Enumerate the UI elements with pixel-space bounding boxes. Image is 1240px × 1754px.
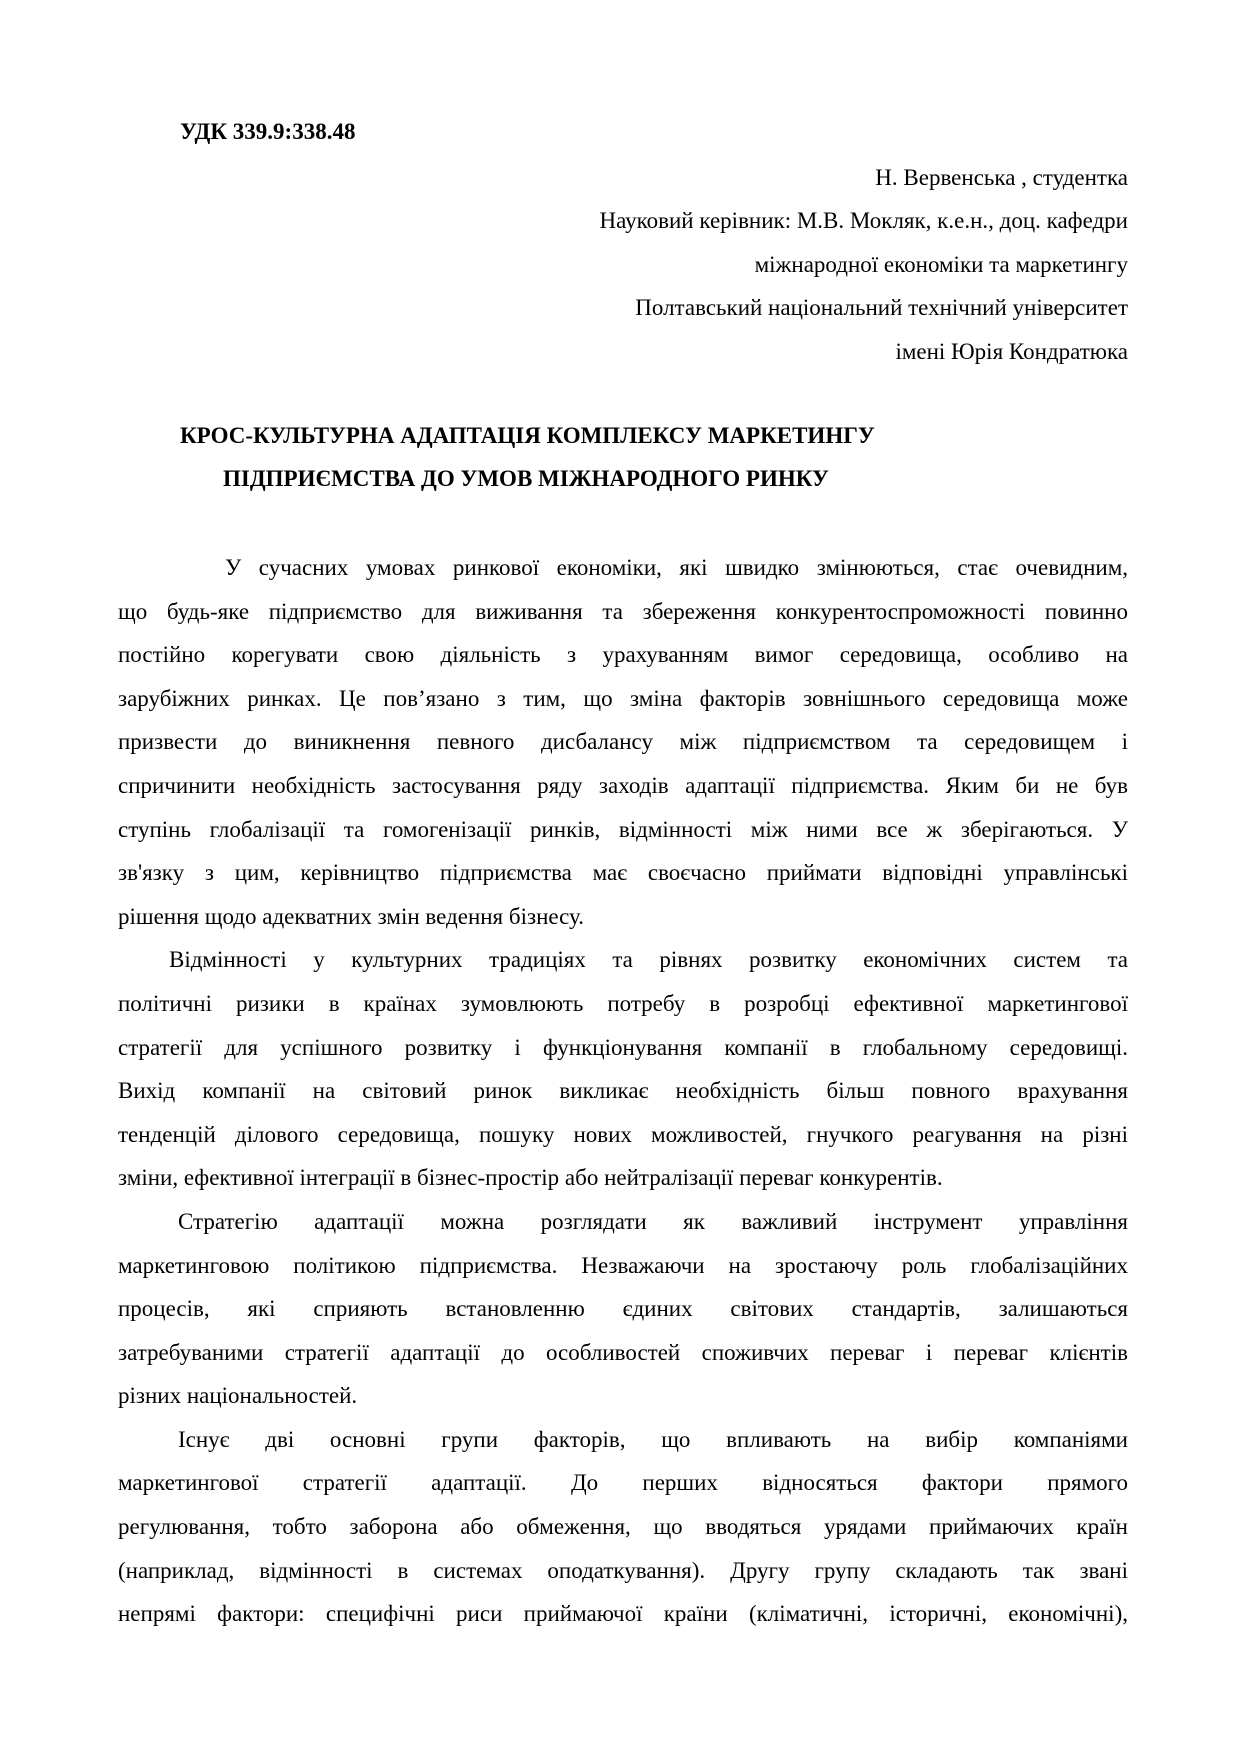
text-line: стратегії для успішного розвитку і функціонування компанії в глобальному середовищі. xyxy=(118,1034,1128,1060)
university-name-suffix: імені Юрія Кондратюка xyxy=(895,339,1128,364)
text-line: Вихід компанії на світовий ринок викликає необхідність більш повного врахування xyxy=(118,1078,1128,1104)
text-line: ступінь глобалізації та гомогенізації ринків, відмінності між ними все ж зберігаються. У xyxy=(118,816,1128,842)
udk-code: УДК 339.9:338.48 xyxy=(180,119,356,144)
text-line: (наприклад, відмінності в системах оподаткування). Другу групу складають так звані xyxy=(118,1557,1128,1583)
supervisor: Науковий керівник: М.В. Мокляк, к.е.н., доц. кафедри xyxy=(599,208,1128,233)
text-line: Існує дві основні групи факторів, що впливають на вибір компаніями xyxy=(178,1426,1128,1452)
text-line: рішення щодо адекватних змін ведення бізнесу. xyxy=(118,903,585,929)
text-line: У сучасних умовах ринкової економіки, які швидко змінюються, стає очевидним, xyxy=(225,555,1128,580)
text-line: процесів, які сприяють встановленню єдиних світових стандартів, залишаються xyxy=(118,1296,1128,1322)
text-line: призвести до виникнення певного дисбалансу між підприємством та середовищем і xyxy=(118,729,1128,755)
paragraph-2 xyxy=(118,938,1128,1200)
text-line: різних національностей. xyxy=(118,1383,358,1409)
text-line: постійно корегувати свою діяльність з урахуванням вимог середовища, особливо на xyxy=(118,642,1128,668)
author-name: Н. Вервенська , студентка xyxy=(875,165,1128,190)
text-line: Стратегію адаптації можна розглядати як важливий інструмент управління xyxy=(178,1208,1128,1234)
university: Полтавський національний технічний університет xyxy=(635,295,1128,320)
text-line: зарубіжних ринках. Це пов’язано з тим, що зміна факторів зовнішнього середовища може xyxy=(118,685,1128,711)
text-line: зміни, ефективної інтеграції в бізнес-простір або нейтралізації переваг конкурентів. xyxy=(118,1165,943,1191)
text-line: політичні ризики в країнах зумовлюють потребу в розробці ефективної маркетингової xyxy=(118,990,1128,1016)
text-line: маркетингової стратегії адаптації. До перших відносяться фактори прямого xyxy=(118,1470,1128,1496)
text-line: спричинити необхідність застосування ряду заходів адаптації підприємства. Яким би не був xyxy=(118,772,1128,798)
paragraph-4 xyxy=(118,1418,1128,1636)
department: міжнародної економіки та маркетингу xyxy=(754,252,1128,277)
text-line: затребуваними стратегії адаптації до особливостей споживчих переваг і переваг клієнтів xyxy=(118,1339,1128,1365)
text-line: що будь-яке підприємство для виживання та збереження конкурентоспроможності повинно xyxy=(118,598,1128,624)
paragraph-1 xyxy=(118,546,1128,938)
text-line: Відмінності у культурних традиціях та рівнях розвитку економічних систем та xyxy=(169,947,1128,973)
text-line: зв'язку з цим, керівництво підприємства має своєчасно приймати відповідні управлінські xyxy=(118,860,1128,886)
article-title-line-2: ПІДПРИЄМСТВА ДО УМОВ МІЖНАРОДНОГО РИНКУ xyxy=(223,466,829,491)
paragraph-3 xyxy=(118,1200,1128,1418)
text-line: непрямі фактори: специфічні риси приймаючої країни (кліматичні, історичні, економічні), xyxy=(118,1601,1128,1627)
article-title-line-1: КРОС-КУЛЬТУРНА АДАПТАЦІЯ КОМПЛЕКСУ МАРКЕТИНГУ xyxy=(180,423,875,448)
article-body xyxy=(118,546,1128,1636)
text-line: регулювання, тобто заборона або обмеження, що вводяться урядами приймаючих країн xyxy=(118,1514,1128,1540)
text-line: маркетинговою політикою підприємства. Незважаючи на зростаючу роль глобалізаційних xyxy=(118,1252,1128,1278)
text-line: тенденцій ділового середовища, пошуку нових можливостей, гнучкого реагування на різні xyxy=(118,1121,1128,1147)
